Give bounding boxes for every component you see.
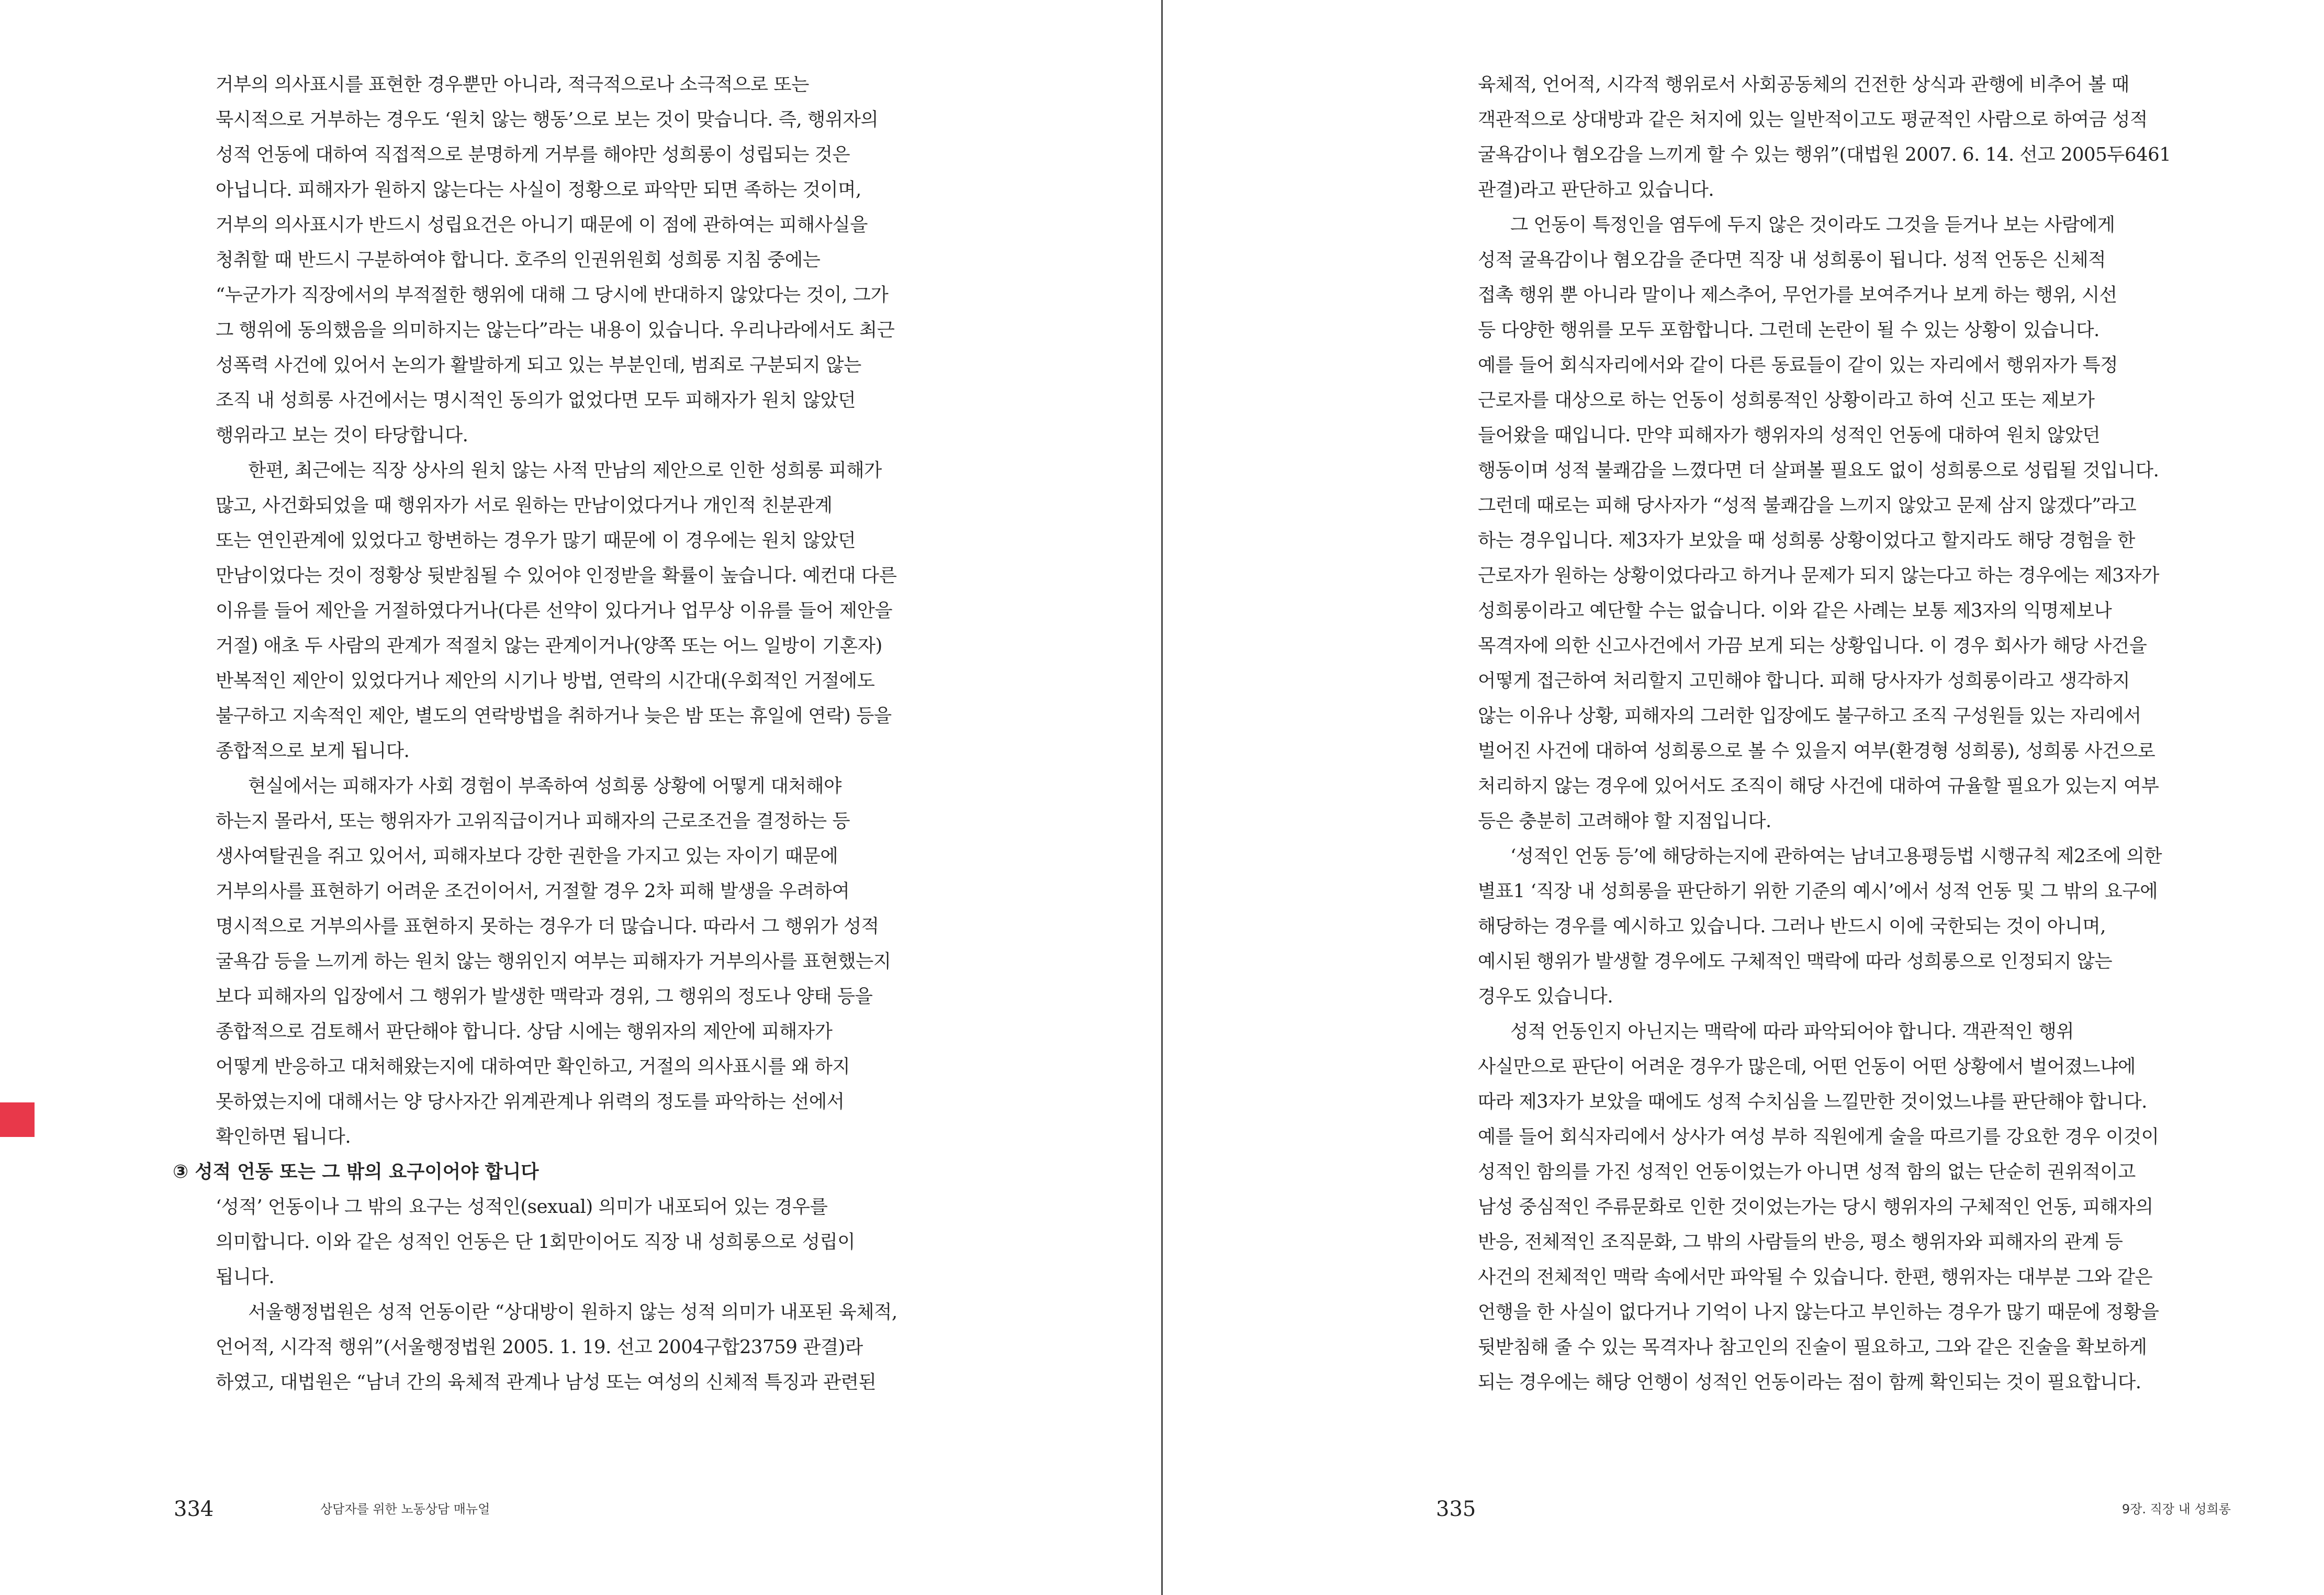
text-line: 경우도 있습니다. [1478,986,1613,1007]
text-line: 됩니다. [216,1266,275,1288]
text-line: 성적 언동인지 아닌지는 맥락에 따라 파악되어야 합니다. 객관적인 행위 [1510,1021,2074,1042]
text-line: 육체적, 언어적, 시각적 행위로서 사회공동체의 건전한 상식과 관행에 비추어 볼 때 [1478,74,2129,95]
text-line: 않는 이유나 상황, 피해자의 그러한 입장에도 불구하고 조직 구성원들 있는 자리에서 [1478,705,2141,727]
text-line: 별표1 ‘직장 내 성희롱을 판단하기 위한 기준의 예시’에서 성적 언동 및 그 밖의 요구에 [1478,880,2158,902]
text-line: 등은 충분히 고려해야 할 지점입니다. [1478,810,1771,832]
text-line: 만남이었다는 것이 정황상 뒷받침될 수 있어야 인정받을 확률이 높습니다. 예컨대 다른 [216,565,897,586]
text-line: 등 다양한 행위를 모두 포함합니다. 그런데 논란이 될 수 있는 상황이 있습니다. [1478,319,2100,341]
text-line: 뒷받침해 줄 수 있는 목격자나 참고인의 진술이 필요하고, 그와 같은 진술을 확보하게 [1478,1336,2147,1358]
text-line: 예시된 행위가 발생할 경우에도 구체적인 맥락에 따라 성희롱으로 인정되지 않는 [1478,951,2113,972]
text-line: 접촉 행위 뿐 아니라 말이나 제스추어, 무언가를 보여주거나 보게 하는 행위, 시선 [1478,284,2117,306]
text-line: 아닙니다. 피해자가 원하지 않는다는 사실이 정황으로 파악만 되면 족하는 것이며, [216,179,861,200]
running-footer-title: 상담자를 위한 노동상담 매뉴얼 [320,1502,490,1516]
text-line: 목격자에 의한 신고사건에서 가끔 보게 되는 상황입니다. 이 경우 회사가 해당 사건을 [1478,635,2147,656]
text-line: 반복적인 제안이 있었다거나 제안의 시기나 방법, 연락의 시간대(우회적인 거절에도 [216,670,875,691]
text-line: 청취할 때 반드시 구분하여야 합니다. 호주의 인권위원회 성희롱 지침 중에는 [216,249,821,271]
text-line: 의미합니다. 이와 같은 성적인 언동은 단 1회만이어도 직장 내 성희롱으로 성립이 [216,1231,856,1253]
text-line: 명시적으로 거부의사를 표현하지 못하는 경우가 더 많습니다. 따라서 그 행위가 성적 [216,916,879,937]
text-line: 이유를 들어 제안을 거절하였다거나(다른 선약이 있다거나 업무상 이유를 들어 제안을 [216,600,893,621]
left-page-body [173,67,974,1400]
text-line: 관결)라고 판단하고 있습니다. [1478,179,1714,200]
text-line: 성희롱이라고 예단할 수는 없습니다. 이와 같은 사례는 보통 제3자의 익명제보나 [1478,600,2112,621]
text-line: 언행을 한 사실이 없다거나 기억이 나지 않는다고 부인하는 경우가 많기 때문에 정황을 [1478,1301,2159,1323]
right-page [1163,0,2324,1595]
text-line: 근로자가 원하는 상황이었다라고 하거나 문제가 되지 않는다고 하는 경우에는 제3자가 [1478,565,2159,586]
text-line: 또는 연인관계에 있었다고 항변하는 경우가 많기 때문에 이 경우에는 원치 않았던 [216,530,856,551]
text-line: 예를 들어 회식자리에서 상사가 여성 부하 직원에게 술을 따르기를 강요한 경우 이것이 [1478,1126,2159,1147]
text-line: 예를 들어 회식자리에서와 같이 다른 동료들이 같이 있는 자리에서 행위자가 특정 [1478,354,2118,376]
text-line: 하는지 몰라서, 또는 행위자가 고위직급이거나 피해자의 근로조건을 결정하는 등 [216,810,850,832]
text-line: 처리하지 않는 경우에 있어서도 조직이 해당 사건에 대하여 규율할 필요가 있는지 여부 [1478,775,2159,797]
text-line: 서울행정법원은 성적 언동이란 “상대방이 원하지 않는 성적 의미가 내포된 육체적, [248,1301,897,1323]
text-line: 따라 제3자가 보았을 때에도 성적 수치심을 느낄만한 것이었느냐를 판단해야 합니다. [1478,1091,2147,1112]
text-line: 성적 굴욕감이나 혐오감을 준다면 직장 내 성희롱이 됩니다. 성적 언동은 신체적 [1478,249,2106,271]
text-line: 보다 피해자의 입장에서 그 행위가 발생한 맥락과 경위, 그 행위의 정도나 양태 등을 [216,986,873,1007]
text-line: 묵시적으로 거부하는 경우도 ‘원치 않는 행동’으로 보는 것이 맞습니다. 즉, 행위자의 [216,109,879,130]
text-line: 불구하고 지속적인 제안, 별도의 연락방법을 취하거나 늦은 밤 또는 휴일에 연락) 등을 [216,705,892,727]
text-line: 거절) 애초 두 사람의 관계가 적절치 않는 관계이거나(양쪽 또는 어느 일방이 기혼자) [216,635,882,656]
text-line: 현실에서는 피해자가 사회 경험이 부족하여 성희롱 상황에 어떻게 대처해야 [248,775,841,797]
text-line: 거부의사를 표현하기 어려운 조건이어서, 거절할 경우 2차 피해 발생을 우려하여 [216,880,850,902]
section-heading: ③ 성적 언동 또는 그 밖의 요구이어야 합니다 [173,1161,539,1183]
text-line: 종합적으로 보게 됩니다. [216,740,410,762]
running-footer-title: 9장. 직장 내 성희롱 [2121,1502,2231,1516]
text-line: 하는 경우입니다. 제3자가 보았을 때 성희롱 상황이었다고 할지라도 해당 경험을 한 [1478,530,2135,551]
text-line: 근로자를 대상으로 하는 언동이 성희롱적인 상황이라고 하여 신고 또는 제보가 [1478,389,2095,411]
text-line: ‘성적’ 언동이나 그 밖의 요구는 성적인(sexual) 의미가 내포되어 있는 경우를 [216,1196,828,1218]
text-line: 되는 경우에는 해당 언행이 성적인 언동이라는 점이 함께 확인되는 것이 필요합니다. [1478,1371,2141,1393]
text-line: 많고, 사건화되었을 때 행위자가 서로 원하는 만남이었다거나 개인적 친분관계 [216,495,833,516]
text-line: 어떻게 접근하여 처리할지 고민해야 합니다. 피해 당사자가 성희롱이라고 생각하지 [1478,670,2130,691]
text-line: 생사여탈권을 쥐고 있어서, 피해자보다 강한 권한을 가지고 있는 자이기 때문에 [216,845,838,867]
text-line: 확인하면 됩니다. [216,1126,351,1147]
text-line: 성적 언동에 대하여 직접적으로 분명하게 거부를 해야만 성희롱이 성립되는 것은 [216,144,850,165]
text-line: 행동이며 성적 불쾌감을 느꼈다면 더 살펴볼 필요도 없이 성희롱으로 성립될 것입니다. [1478,460,2159,481]
text-line: 객관적으로 상대방과 같은 처지에 있는 일반적이고도 평균적인 사람으로 하여금 성적 [1478,109,2148,130]
text-line: 종합적으로 검토해서 판단해야 합니다. 상담 시에는 행위자의 제안에 피해자가 [216,1021,833,1042]
text-line: 성폭력 사건에 있어서 논의가 활발하게 되고 있는 부분인데, 범죄로 구분되지 않는 [216,354,861,376]
text-line: ‘성적인 언동 등’에 해당하는지에 관하여는 남녀고용평등법 시행규칙 제2조에 의한 [1510,845,2162,867]
text-line: 사실만으로 판단이 어려운 경우가 많은데, 어떤 언동이 어떤 상황에서 벌어졌느냐에 [1478,1056,2136,1077]
text-line: 성적인 함의를 가진 성적인 언동이었는가 아니면 성적 함의 없는 단순히 권위적이고 [1478,1161,2136,1183]
text-line: 사건의 전체적인 맥락 속에서만 파악될 수 있습니다. 한편, 행위자는 대부분 그와 같은 [1478,1266,2153,1288]
right-page-body [1478,67,2231,1400]
text-line: 그 행위에 동의했음을 의미하지는 않는다”라는 내용이 있습니다. 우리나라에서도 최근 [216,319,895,341]
text-line: 하였고, 대법원은 “남녀 간의 육체적 관계나 남성 또는 여성의 신체적 특징과 관련된 [216,1371,877,1393]
text-line: 조직 내 성희롱 사건에서는 명시적인 동의가 없었다면 모두 피해자가 원치 않았던 [216,389,856,411]
text-line: 한편, 최근에는 직장 상사의 원치 않는 사적 만남의 제안으로 인한 성희롱 피해가 [248,460,882,481]
text-line: 벌어진 사건에 대하여 성희롱으로 볼 수 있을지 여부(환경형 성희롱), 성희롱 사건으로 [1478,740,2155,762]
page-number: 335 [1436,1497,1476,1521]
text-line: 반응, 전체적인 조직문화, 그 밖의 사람들의 반응, 평소 행위자와 피해자의 관계 등 [1478,1231,2123,1253]
text-line: 거부의 의사표시가 반드시 성립요건은 아니기 때문에 이 점에 관하여는 피해사실을 [216,214,868,236]
text-line: “누군가가 직장에서의 부적절한 행위에 대해 그 당시에 반대하지 않았다는 것이, 그가 [216,284,889,306]
text-line: 굴욕감 등을 느끼게 하는 원치 않는 행위인지 여부는 피해자가 거부의사를 표현했는지 [216,951,891,972]
text-line: 행위라고 보는 것이 타당합니다. [216,425,468,446]
text-line: 어떻게 반응하고 대처해왔는지에 대하여만 확인하고, 거절의 의사표시를 왜 하지 [216,1056,850,1077]
page-number: 334 [174,1497,214,1521]
text-line: 그 언동이 특정인을 염두에 두지 않은 것이라도 그것을 듣거나 보는 사람에게 [1510,214,2115,236]
text-line: 그런데 때로는 피해 당사자가 “성적 불쾌감을 느끼지 않았고 문제 삼지 않겠다”라고 [1478,495,2137,516]
text-line: 거부의 의사표시를 표현한 경우뿐만 아니라, 적극적으로나 소극적으로 또는 [216,74,809,95]
text-line: 굴욕감이나 혐오감을 느끼게 할 수 있는 행위”(대법원 2007. 6. 14. 선고 2005두6461 [1478,144,2171,165]
chapter-tab-marker [0,1102,35,1137]
text-line: 못하였는지에 대해서는 양 당사자간 위계관계나 위력의 정도를 파악하는 선에서 [216,1091,845,1112]
text-line: 남성 중심적인 주류문화로 인한 것이었는가는 당시 행위자의 구체적인 언동, 피해자의 [1478,1196,2153,1218]
text-line: 언어적, 시각적 행위”(서울행정법원 2005. 1. 19. 선고 2004구합23759 관결)라 [216,1336,863,1358]
text-line: 들어왔을 때입니다. 만약 피해자가 행위자의 성적인 언동에 대하여 원치 않았던 [1478,425,2101,446]
text-line: 해당하는 경우를 예시하고 있습니다. 그러나 반드시 이에 국한되는 것이 아니며, [1478,916,2106,937]
